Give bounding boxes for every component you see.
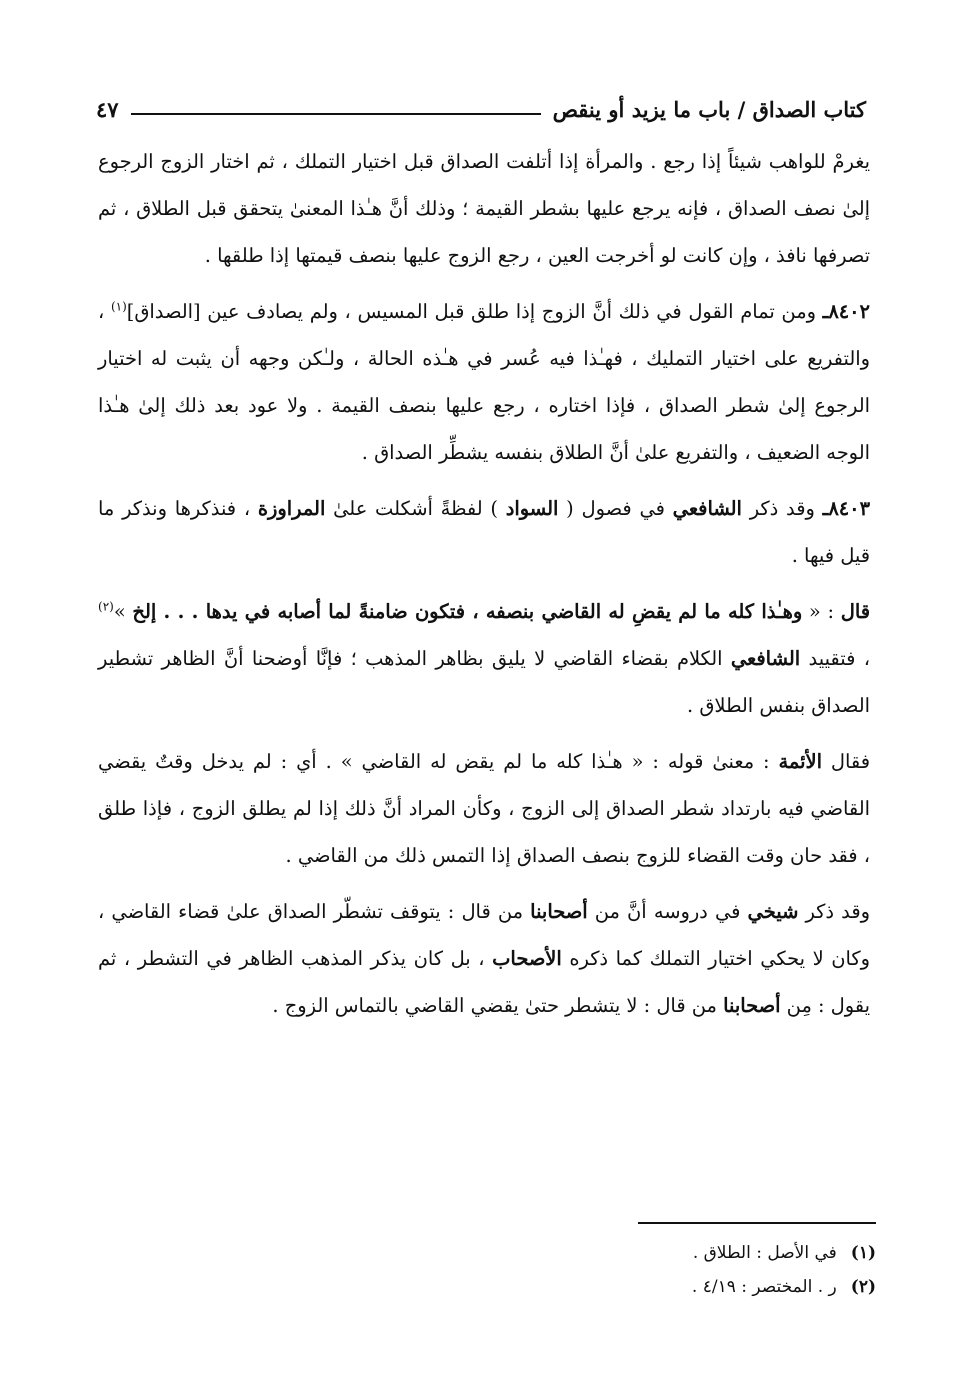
paragraph-text: من قال : يتوقف تشطّر الصداق علىٰ قضاء القاضي ، وكان لا يحكي اختيار التملك كما ذكره <box>98 900 871 970</box>
footnote-1 <box>420 1236 876 1270</box>
paragraph-text: » <box>113 600 133 623</box>
paragraph-text: الكلام بقضاء القاضي لا يليق بظاهر المذهب ؛ فإنَّا أوضحنا أنَّ الظاهر تشطير الصداق بنفس الطلاق . <box>98 647 870 717</box>
paragraph-text: فقال <box>821 750 870 773</box>
paragraph-text: ، بل كان يذكر المذهب الظاهر في التشطر ، ثم يقول : مِن <box>98 947 870 1017</box>
paragraph-text: وقد ذكر <box>741 497 823 520</box>
paragraph-text: : « <box>802 600 841 623</box>
page-number: ٤٧ <box>96 97 119 122</box>
paragraph-text: يغرمْ للواهب شيئاً إذا رجع . والمرأة إذا أتلفت الصداق قبل اختيار التملك ، ثم اختار الزوج الرجوع إلىٰ نصف الصداق ، فإنه يرجع عليها بشطر القيمة ؛ وذلك أنَّ هـٰذا المعنىٰ يتحقق قبل الطلاق ، ثم تصرفها نافذ ، وإن كانت لو أخرجت العين ، رجع الزوج عليها بنصف قيمتها إذا طلقها . <box>98 150 870 267</box>
header-rule <box>131 113 541 115</box>
bold-name: الأئمة <box>778 750 822 773</box>
paragraph-text: ، فنذكرها ونذكر ما قيل فيها . <box>98 497 870 567</box>
bold-name: شيخي <box>747 900 799 923</box>
footnotes <box>420 1236 876 1304</box>
bold-name: أصحابنا <box>530 900 588 923</box>
paragraph-text: ، والتفريع على اختيار التمليك ، فهـٰذا فيه عُسر في هـٰذه الحالة ، ولـٰكن وجهه أن يثبت له اختيار الرجوع إلىٰ شطر الصداق ، فإذا اختاره ، رجع عليها بنصف القيمة . ولا عود بعد ذلك إلىٰ هـٰذا الوجه الضعيف ، والتفريع علىٰ أنَّ الطلاق بنفسه يشطِّر الصداق . <box>98 300 870 464</box>
bold-name: الشافعي <box>730 647 801 670</box>
main-text <box>98 138 870 1038</box>
paragraph-text: ومن تمام القول في ذلك أنَّ الزوج إذا طلق قبل المسيس ، ولم يصادف عين [الصداق] <box>126 300 823 323</box>
paragraph-continuation <box>98 138 870 279</box>
footnote-separator <box>638 1222 876 1224</box>
footnote-2 <box>420 1270 876 1304</box>
paragraph-quote <box>98 588 870 729</box>
paragraph-text: ) لفظةً أشكلت علىٰ <box>325 497 506 520</box>
footnote-mark: (٢) <box>850 1277 876 1297</box>
running-header <box>96 88 866 122</box>
paragraph-text: ، فتقييد <box>800 647 870 670</box>
paragraph-sheikh <box>98 888 870 1029</box>
paragraph-8403 <box>98 485 870 579</box>
bold-name: المراوزة <box>257 497 326 520</box>
paragraph-text: في فصول ( <box>558 497 673 520</box>
paragraph-text: في دروسه أنَّ من <box>587 900 748 923</box>
bold-word: قال <box>840 600 871 623</box>
paragraph-number: ٨٤٠٣ـ <box>822 497 870 520</box>
paragraph-imams <box>98 738 870 879</box>
paragraph-text: : معنىٰ قوله : « هـٰذا كله ما لم يقض له القاضي » . أي : لم يدخل وقتٌ يقضي القاضي فيه بارتداد شطر الصداق إلى الزوج ، وكأن المراد أنَّ ذلك إذا لم يطلق الزوج ، فإذا طلق ، فقد حان وقت القضاء للزوج بنصف الصداق إذا التمس ذلك من القاضي . <box>98 750 870 867</box>
bold-name: الأصحاب <box>492 947 562 970</box>
footnote-mark: (١) <box>850 1243 876 1263</box>
quoted-text: وهـٰذا كله ما لم يقضِ له القاضي بنصفه ، فتكون ضامنةً لما أصابه في يدها . . . إلخ <box>132 600 803 623</box>
paragraph-8402 <box>98 288 870 476</box>
header-title: كتاب الصداق / باب ما يزيد أو ينقص <box>552 97 866 122</box>
footnote-text: ر . المختصر : ٤/١٩ . <box>691 1277 837 1297</box>
paragraph-number: ٨٤٠٢ـ <box>822 300 870 323</box>
paragraph-text: وقد ذكر <box>798 900 870 923</box>
paragraph-text: من قال : لا يتشطر حتىٰ يقضي القاضي بالتماس الزوج . <box>272 994 724 1017</box>
bold-name: السواد <box>505 497 559 520</box>
footnote-text: في الأصل : الطلاق . <box>692 1243 837 1263</box>
bold-name: أصحابنا <box>723 994 781 1017</box>
bold-name: الشافعي <box>672 497 742 520</box>
footnote-ref[interactable]: (٢) <box>98 599 114 614</box>
footnote-ref[interactable]: (١) <box>110 299 127 314</box>
